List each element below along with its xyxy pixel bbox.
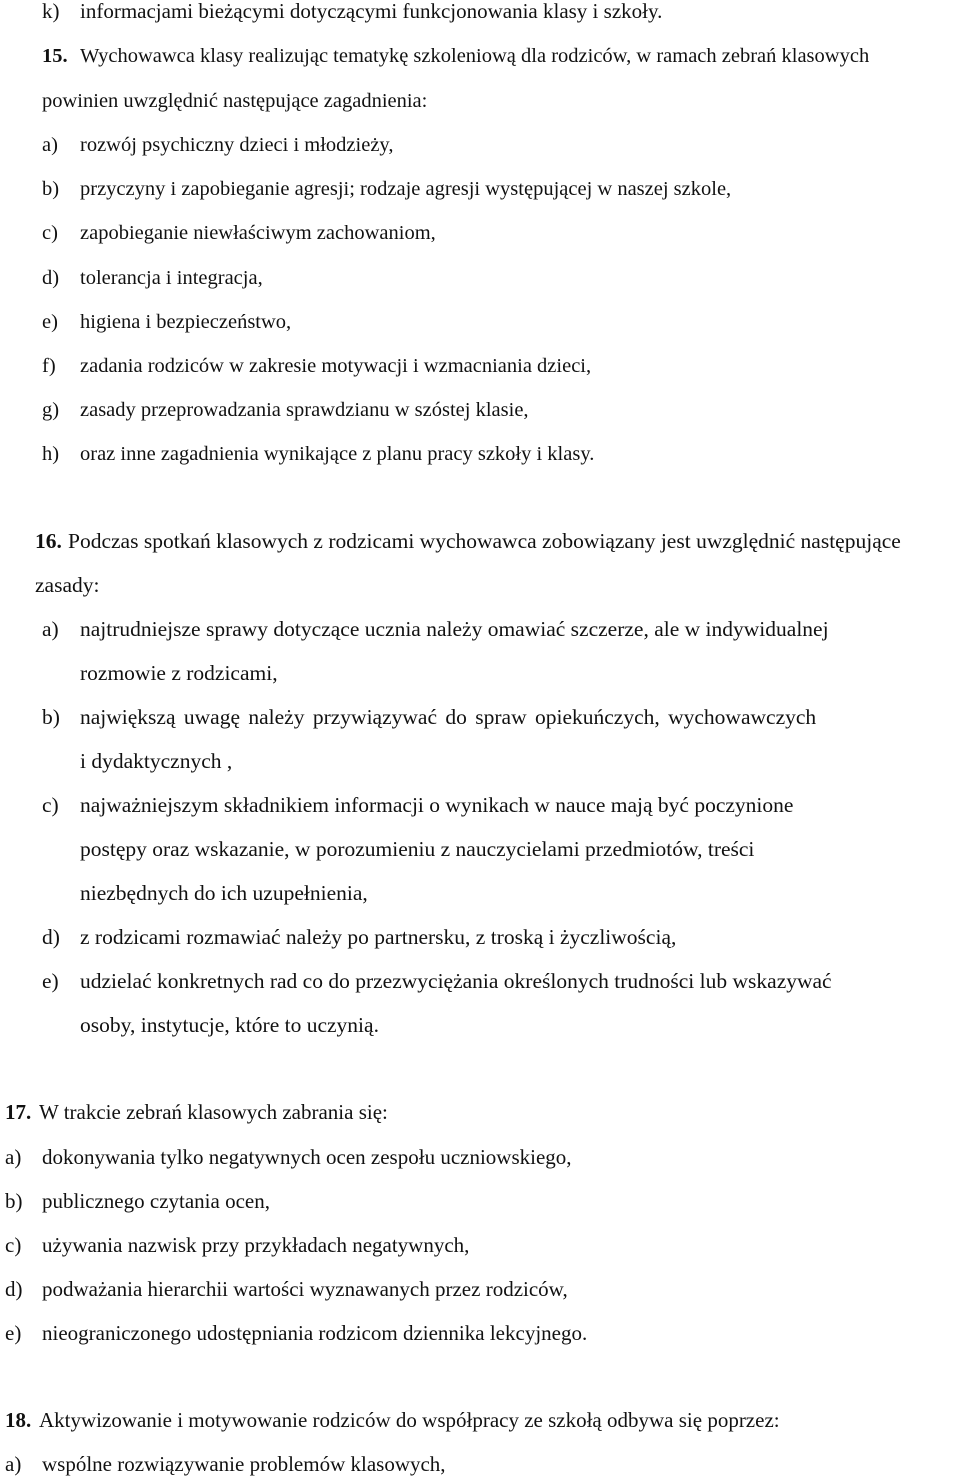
item-label: k): [42, 0, 60, 23]
item-text: zasady przeprowadzania sprawdzianu w szóstej klasie,: [80, 399, 529, 421]
item-label: f): [42, 355, 56, 377]
item-text: przyczyny i zapobieganie agresji; rodzaje agresji występującej w naszej szkole,: [80, 178, 732, 200]
item-text-continued: osoby, instytucje, które to uczynią.: [80, 1013, 379, 1037]
item-text: z rodzicami rozmawiać należy po partnersku, z troską i życzliwością,: [80, 925, 677, 949]
item-label: a): [5, 1452, 22, 1476]
item-text: zadania rodziców w zakresie motywacji i wzmacniania dzieci,: [80, 355, 592, 377]
list-item: [5, 1232, 469, 1258]
item-label: d): [42, 267, 60, 289]
list-item: [42, 397, 529, 423]
section-intro: W trakcie zebrań klasowych zabrania się:: [39, 1100, 388, 1124]
list-item: [42, 792, 793, 818]
item-text-continued: i dydaktycznych ,: [80, 749, 233, 773]
section-15-heading: [42, 43, 869, 69]
item-label: c): [42, 793, 59, 817]
list-item: [5, 1451, 446, 1477]
item-label: h): [42, 443, 60, 465]
item-label: b): [42, 178, 60, 200]
list-item: [42, 309, 291, 335]
section-intro-continued: zasady:: [35, 573, 100, 597]
list-item: [42, 353, 591, 379]
section-intro: Wychowawca klasy realizując tematykę szkoleniową dla rodziców, w ramach zebrań klasowych: [80, 45, 870, 67]
section-number: 17.: [5, 1100, 32, 1124]
item-label: d): [42, 925, 60, 949]
item-text: nieograniczonego udostępniania rodzicom dziennika lekcyjnego.: [42, 1321, 588, 1345]
item-label: e): [5, 1321, 22, 1345]
list-item: [5, 1144, 572, 1170]
item-label: a): [5, 1145, 22, 1169]
list-item: [42, 265, 263, 291]
item-label: c): [5, 1233, 22, 1257]
item-label: d): [5, 1277, 23, 1301]
list-item: [42, 0, 662, 24]
item-label: a): [42, 617, 59, 641]
item-label: g): [42, 399, 60, 421]
item-text-continued: niezbędnych do ich uzupełnienia,: [80, 881, 368, 905]
section-number: 18.: [5, 1408, 32, 1432]
item-text: podważania hierarchii wartości wyznawanych przez rodziców,: [42, 1277, 568, 1301]
item-text: zapobieganie niewłaściwym zachowaniom,: [80, 222, 436, 244]
section-intro: Podczas spotkań klasowych z rodzicami wychowawca zobowiązany jest uwzględnić następujące: [68, 529, 901, 553]
item-label: e): [42, 969, 59, 993]
list-item: [42, 176, 731, 202]
item-text: najtrudniejsze sprawy dotyczące ucznia należy omawiać szczerze, ale w indywidualnej: [80, 617, 829, 641]
item-text: udzielać konkretnych rad co do przezwyciężania określonych trudności lub wskazywać: [80, 969, 832, 993]
section-number: 15.: [42, 45, 68, 67]
item-text: używania nazwisk przy przykładach negatywnych,: [42, 1233, 470, 1257]
list-item: [5, 1188, 270, 1214]
section-17-heading: [5, 1099, 388, 1125]
list-item: [42, 704, 816, 730]
item-label: a): [42, 134, 58, 156]
section-intro: Aktywizowanie i motywowanie rodziców do współpracy ze szkołą odbywa się poprzez:: [39, 1408, 780, 1432]
section-number: 16.: [35, 529, 62, 553]
list-item: [42, 968, 832, 994]
item-text: dokonywania tylko negatywnych ocen zespołu uczniowskiego,: [42, 1145, 572, 1169]
item-text: informacjami bieżącymi dotyczącymi funkcjonowania klasy i szkoły.: [80, 0, 663, 23]
section-16-heading: [35, 528, 901, 554]
list-item: [42, 132, 393, 158]
item-text-continued: rozmowie z rodzicami,: [80, 661, 278, 685]
item-label: c): [42, 222, 58, 244]
item-text: oraz inne zagadnienia wynikające z planu pracy szkoły i klasy.: [80, 443, 595, 465]
item-label: b): [42, 705, 60, 729]
list-item: [5, 1276, 568, 1302]
section-intro-continued: powinien uwzględnić następujące zagadnienia:: [42, 90, 428, 112]
item-text: wspólne rozwiązywanie problemów klasowych,: [42, 1452, 446, 1476]
item-text: największą uwagę należy przywiązywać do spraw opiekuńczych, wychowawczych: [80, 705, 817, 729]
item-text: najważniejszym składnikiem informacji o wynikach w nauce mają być poczynione: [80, 793, 794, 817]
item-text: higiena i bezpieczeństwo,: [80, 311, 292, 333]
list-item: [42, 441, 594, 467]
item-label: b): [5, 1189, 23, 1213]
item-text-continued: postępy oraz wskazanie, w porozumieniu z nauczycielami przedmiotów, treści: [80, 837, 755, 861]
item-label: e): [42, 311, 58, 333]
list-item: [42, 616, 829, 642]
item-text: publicznego czytania ocen,: [42, 1189, 270, 1213]
item-text: tolerancja i integracja,: [80, 267, 263, 289]
list-item: [42, 220, 436, 246]
list-item: [5, 1320, 587, 1346]
section-18-heading: [5, 1407, 780, 1433]
item-text: rozwój psychiczny dzieci i młodzieży,: [80, 134, 394, 156]
list-item: [42, 924, 676, 950]
